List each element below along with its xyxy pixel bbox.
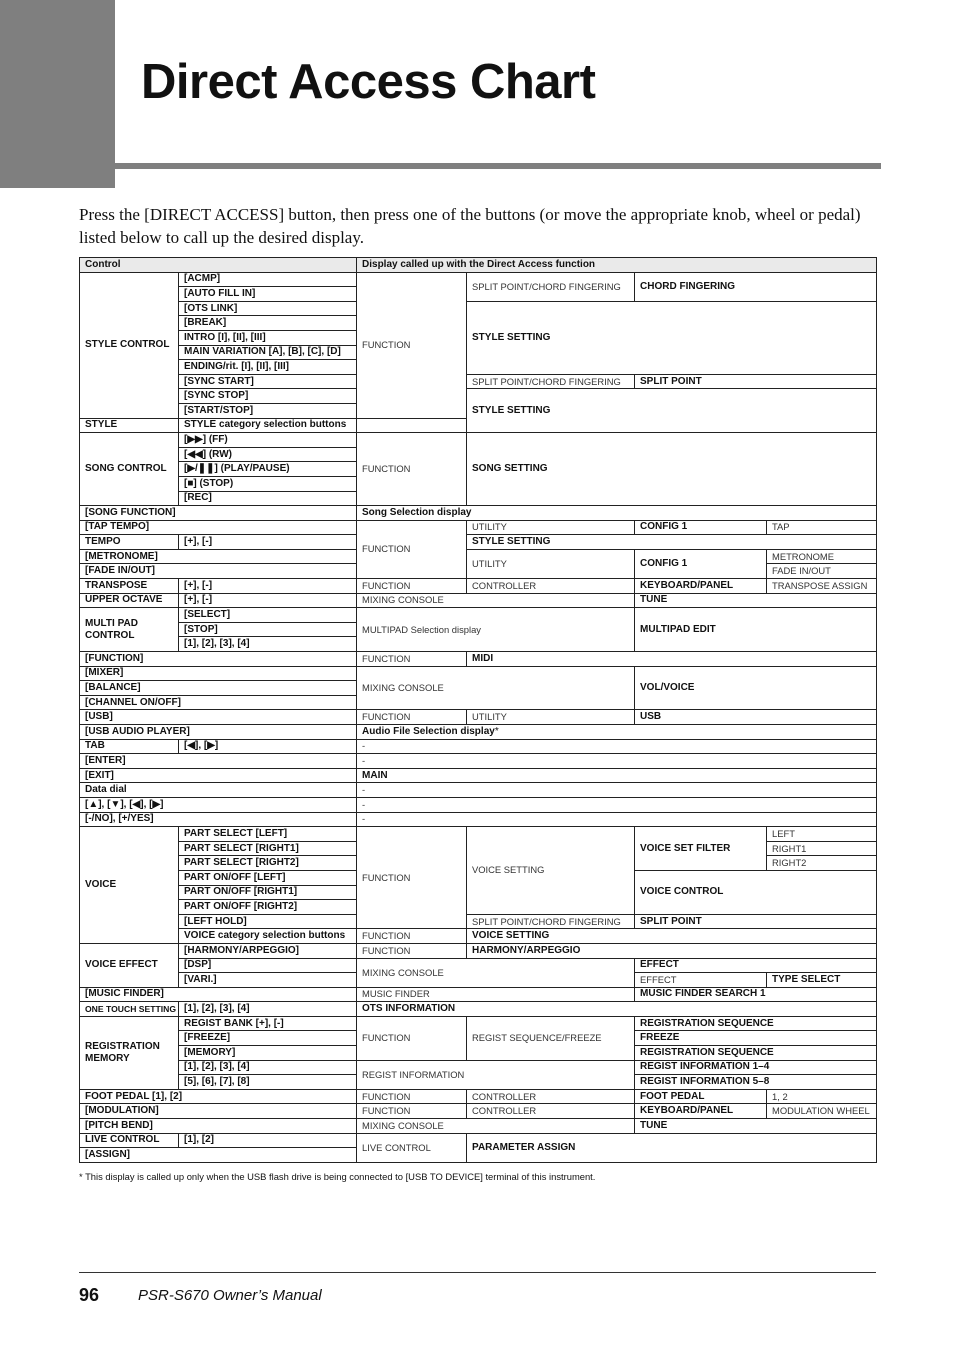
display-cell: TAP (767, 520, 877, 535)
control-cell: [MODULATION] (80, 1104, 357, 1119)
intro-paragraph: Press the [DIRECT ACCESS] button, then press one of the buttons (or move the appropriate knob, wheel or pedal) listed below to call up the desired display. (79, 205, 861, 247)
table-row (80, 958, 877, 973)
control-cell: TAB (80, 739, 179, 754)
table-row (80, 374, 877, 389)
sidebar-block (0, 0, 115, 188)
control-cell: [+], [-] (179, 593, 357, 608)
control-cell: [BALANCE] (80, 681, 357, 696)
display-cell: CHORD FINGERING (635, 272, 877, 301)
control-cell: INTRO [I], [II], [III] (179, 330, 357, 345)
table-row (80, 754, 877, 769)
control-cell: VOICE (80, 827, 179, 944)
control-cell: [START/STOP] (179, 403, 357, 418)
table-row (80, 301, 877, 316)
display-cell: FUNCTION (357, 1089, 467, 1104)
footnote-marker: * (494, 725, 499, 737)
control-cell: PART ON/OFF [LEFT] (179, 870, 357, 885)
control-cell: REGIST BANK [+], [-] (179, 1016, 357, 1031)
display-cell: FUNCTION (357, 272, 467, 418)
control-cell: [MIXER] (80, 666, 357, 681)
table-row (80, 1002, 877, 1017)
display-cell: FUNCTION (357, 1016, 467, 1060)
display-cell: MIXING CONSOLE (357, 593, 635, 608)
control-cell: LIVE CONTROL (80, 1133, 179, 1148)
display-cell: MIXING CONSOLE (357, 666, 635, 710)
header-display: Display called up with the Direct Access function (357, 258, 877, 273)
display-cell: UTILITY (467, 549, 635, 578)
display-cell: REGIST INFORMATION 5–8 (635, 1075, 877, 1090)
control-cell: [BREAK] (179, 316, 357, 331)
display-cell: - (357, 739, 877, 754)
footnote: * This display is called up only when the USB flash drive is being connected to [USB TO DEVICE] terminal of this instrument. (79, 1171, 596, 1182)
display-cell: METRONOME (767, 549, 877, 564)
display-cell: CONTROLLER (467, 579, 635, 594)
control-cell: [METRONOME] (80, 549, 357, 564)
control-cell: [STOP] (179, 622, 357, 637)
display-cell: EFFECT (635, 973, 767, 988)
table-row (80, 433, 877, 448)
control-cell: [USB AUDIO PLAYER] (80, 725, 357, 740)
table-row (80, 1104, 877, 1119)
display-cell: - (357, 754, 877, 769)
display-cell: SPLIT POINT/CHORD FINGERING (467, 272, 635, 301)
display-cell: CONFIG 1 (635, 520, 767, 535)
control-cell: [1], [2], [3], [4] (179, 637, 357, 652)
control-cell: ONE TOUCH SETTING (80, 1002, 179, 1017)
display-cell: VOICE SETTING (467, 827, 635, 915)
table-row (80, 1089, 877, 1104)
control-cell: PART SELECT [LEFT] (179, 827, 357, 842)
control-cell: PART SELECT [RIGHT2] (179, 856, 357, 871)
table-row (80, 535, 877, 550)
control-cell: PART ON/OFF [RIGHT2] (179, 900, 357, 915)
display-cell: LEFT (767, 827, 877, 842)
control-cell: [-/NO], [+/YES] (80, 812, 357, 827)
display-cell: USB (635, 710, 877, 725)
control-cell: [REC] (179, 491, 357, 506)
table-row (80, 710, 877, 725)
display-cell: 1, 2 (767, 1089, 877, 1104)
table-row (80, 652, 877, 667)
control-cell: [■] (STOP) (179, 476, 357, 491)
control-cell: [OTS LINK] (179, 301, 357, 316)
display-cell: VOL/VOICE (635, 666, 877, 710)
table-row (80, 797, 877, 812)
control-cell: MAIN VARIATION [A], [B], [C], [D] (179, 345, 357, 360)
display-cell: RIGHT1 (767, 841, 877, 856)
table-row (80, 1119, 877, 1134)
display-cell: FOOT PEDAL (635, 1089, 767, 1104)
display-cell (357, 725, 877, 740)
control-cell: [MEMORY] (179, 1046, 357, 1061)
display-cell: FUNCTION (357, 710, 467, 725)
control-cell: [ASSIGN] (80, 1148, 357, 1163)
display-cell: MIDI (467, 652, 877, 667)
display-cell: FUNCTION (357, 943, 467, 958)
control-cell: [ENTER] (80, 754, 357, 769)
display-cell: SPLIT POINT (635, 374, 877, 389)
control-cell: [HARMONY/ARPEGGIO] (179, 943, 357, 958)
control-cell: VOICE category selection buttons (179, 929, 357, 944)
page-title: Direct Access Chart (141, 55, 596, 109)
control-cell: [1], [2], [3], [4] (179, 1060, 357, 1075)
display-cell: HARMONY/ARPEGGIO (467, 943, 877, 958)
control-cell: [SYNC START] (179, 374, 357, 389)
control-cell: [USB] (80, 710, 357, 725)
display-cell: KEYBOARD/PANEL (635, 1104, 767, 1119)
table-row (80, 272, 877, 287)
style-control-label: STYLE CONTROL (80, 272, 179, 418)
control-cell: [ACMP] (179, 272, 357, 287)
table-row (80, 929, 877, 944)
display-cell: UTILITY (467, 710, 635, 725)
header-control: Control (80, 258, 357, 273)
manual-name: PSR-S670 Owner’s Manual (138, 1287, 322, 1304)
table-row (80, 1060, 877, 1075)
display-cell: - (357, 797, 877, 812)
display-cell: FUNCTION (357, 579, 467, 594)
control-cell: [SYNC STOP] (179, 389, 357, 404)
display-cell: PARAMETER ASSIGN (467, 1133, 877, 1162)
control-cell: TEMPO (80, 535, 179, 550)
control-cell: UPPER OCTAVE (80, 593, 179, 608)
display-cell: REGIST INFORMATION 1–4 (635, 1060, 877, 1075)
control-cell: [1], [2] (179, 1133, 357, 1148)
control-cell: [◀◀] (RW) (179, 447, 357, 462)
display-cell: CONTROLLER (467, 1104, 635, 1119)
control-cell: [MUSIC FINDER] (80, 987, 357, 1002)
control-cell: VOICE EFFECT (80, 943, 179, 987)
display-cell: CONFIG 1 (635, 549, 767, 578)
display-cell: FUNCTION (357, 433, 467, 506)
control-cell: [◀], [▶] (179, 739, 357, 754)
control-cell: REGISTRATION MEMORY (80, 1016, 179, 1089)
control-cell: [▶▶] (FF) (179, 433, 357, 448)
control-cell: [▶/❚❚] (PLAY/PAUSE) (179, 462, 357, 477)
display-cell: STYLE SETTING (467, 389, 877, 433)
control-cell: [+], [-] (179, 579, 357, 594)
control-cell: [PITCH BEND] (80, 1119, 357, 1134)
display-cell: FUNCTION (357, 520, 467, 578)
table-row (80, 666, 877, 681)
display-cell: CONTROLLER (467, 1089, 635, 1104)
display-cell: VOICE SET FILTER (635, 827, 767, 871)
table-row (80, 987, 877, 1002)
control-cell: [VARI.] (179, 973, 357, 988)
display-cell: SONG SETTING (467, 433, 877, 506)
control-cell: [1], [2], [3], [4] (179, 1002, 357, 1017)
display-cell: SPLIT POINT/CHORD FINGERING (467, 914, 635, 929)
display-cell: TUNE (635, 593, 877, 608)
table-row (80, 827, 877, 842)
control-cell: [TAP TEMPO] (80, 520, 357, 535)
display-cell: FUNCTION (357, 652, 467, 667)
display-cell: LIVE CONTROL (357, 1133, 467, 1162)
table-row (80, 593, 877, 608)
table-row (80, 943, 877, 958)
table-row (80, 768, 877, 783)
control-cell: [FADE IN/OUT] (80, 564, 357, 579)
control-cell: [▲], [▼], [◀], [▶] (80, 797, 357, 812)
display-cell: TYPE SELECT (767, 973, 877, 988)
display-cell: STYLE SETTING (467, 301, 877, 374)
display-cell: STYLE SETTING (467, 535, 877, 550)
display-cell: MULTIPAD Selection display (357, 608, 635, 652)
display-cell: FADE IN/OUT (767, 564, 877, 579)
table-row (80, 739, 877, 754)
table-row (80, 1133, 877, 1148)
control-cell: ENDING/rit. [I], [II], [III] (179, 360, 357, 375)
control-cell: [DSP] (179, 958, 357, 973)
control-cell: [5], [6], [7], [8] (179, 1075, 357, 1090)
display-cell: MIXING CONSOLE (357, 1119, 635, 1134)
table-row (80, 914, 877, 929)
display-cell: OTS INFORMATION (357, 1002, 877, 1017)
control-cell: [EXIT] (80, 768, 357, 783)
display-cell: UTILITY (467, 520, 635, 535)
table-row (80, 725, 877, 740)
table-row (80, 812, 877, 827)
page-number: 96 (79, 1285, 100, 1305)
table-row (80, 608, 877, 623)
display-cell: MAIN (357, 768, 877, 783)
display-cell: TRANSPOSE ASSIGN (767, 579, 877, 594)
control-cell: [+], [-] (179, 535, 357, 550)
control-cell: [FUNCTION] (80, 652, 357, 667)
control-cell: MULTI PAD CONTROL (80, 608, 179, 652)
direct-access-table (79, 257, 877, 1163)
control-cell: TRANSPOSE (80, 579, 179, 594)
table-row (80, 506, 877, 521)
display-cell: MUSIC FINDER SEARCH 1 (635, 987, 877, 1002)
control-cell: PART ON/OFF [RIGHT1] (179, 885, 357, 900)
table-row (80, 520, 877, 535)
control-cell: STYLE (80, 418, 179, 433)
audio-file-label: Audio File Selection display (362, 725, 495, 737)
control-cell: [AUTO FILL IN] (179, 287, 357, 302)
control-cell: [FREEZE] (179, 1031, 357, 1046)
display-cell: - (357, 812, 877, 827)
control-cell: PART SELECT [RIGHT1] (179, 841, 357, 856)
display-cell: REGIST SEQUENCE/FREEZE (467, 1016, 635, 1060)
display-cell: SPLIT POINT (635, 914, 877, 929)
display-cell: Song Selection display (357, 506, 877, 521)
table-row (80, 389, 877, 404)
control-cell: [LEFT HOLD] (179, 914, 357, 929)
table-header-row (80, 258, 877, 273)
display-cell: REGIST INFORMATION (357, 1060, 635, 1089)
display-cell: KEYBOARD/PANEL (635, 579, 767, 594)
display-cell: FUNCTION (357, 827, 467, 929)
display-cell: FREEZE (635, 1031, 877, 1046)
control-cell: FOOT PEDAL [1], [2] (80, 1089, 357, 1104)
display-cell: REGISTRATION SEQUENCE (635, 1046, 877, 1061)
display-cell: FUNCTION (357, 929, 467, 944)
display-cell: MODULATION WHEEL (767, 1104, 877, 1119)
display-cell: MUSIC FINDER (357, 987, 635, 1002)
control-cell: STYLE category selection buttons (179, 418, 357, 433)
footer-rule (79, 1272, 876, 1273)
table-row (80, 579, 877, 594)
display-cell: SPLIT POINT/CHORD FINGERING (467, 374, 635, 389)
control-cell: Data dial (80, 783, 357, 798)
table-row (80, 783, 877, 798)
display-cell: EFFECT (635, 958, 877, 973)
control-cell: SONG CONTROL (80, 433, 179, 506)
display-cell: VOICE CONTROL (635, 870, 877, 914)
display-cell: VOICE SETTING (467, 929, 877, 944)
display-cell: FUNCTION (357, 1104, 467, 1119)
control-cell: [CHANNEL ON/OFF] (80, 695, 357, 710)
table-row (80, 549, 877, 564)
display-cell: - (357, 783, 877, 798)
display-cell: MULTIPAD EDIT (635, 608, 877, 652)
display-cell: MIXING CONSOLE (357, 958, 635, 987)
display-cell: TUNE (635, 1119, 877, 1134)
display-cell: REGISTRATION SEQUENCE (635, 1016, 877, 1031)
control-cell: [SONG FUNCTION] (80, 506, 357, 521)
control-cell: [SELECT] (179, 608, 357, 623)
title-rule (115, 163, 881, 169)
display-cell: RIGHT2 (767, 856, 877, 871)
table-row (80, 1016, 877, 1031)
